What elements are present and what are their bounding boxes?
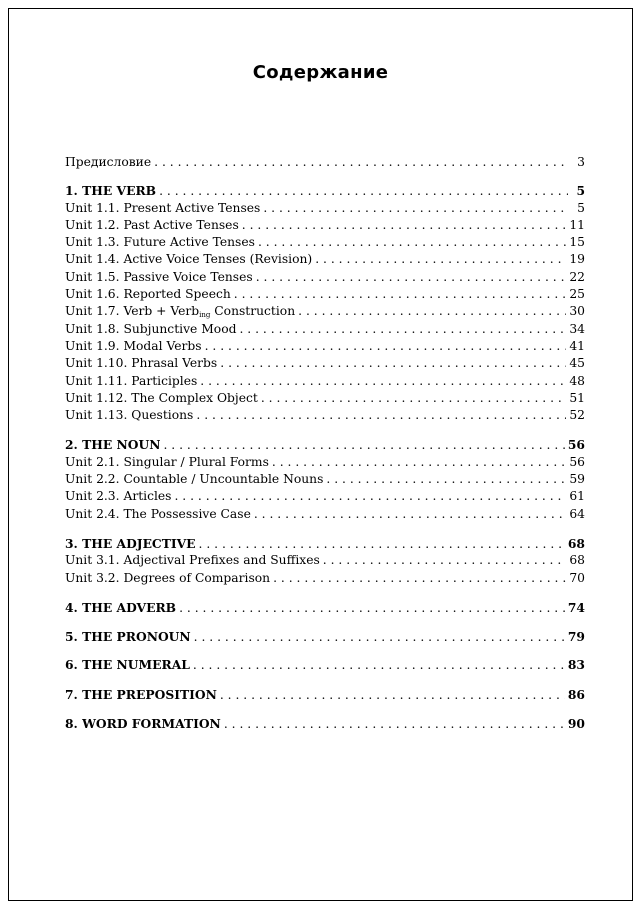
dot-leader	[199, 536, 565, 553]
dot-leader	[261, 390, 567, 407]
toc-entry-title: Unit 1.10. Phrasal Verbs	[65, 356, 218, 371]
dot-leader	[256, 269, 567, 286]
toc-entry[interactable]	[65, 471, 585, 488]
toc-entry-title: Unit 1.9. Modal Verbs	[65, 338, 202, 353]
dot-leader	[224, 716, 565, 733]
toc-page-number: 56	[569, 454, 585, 469]
toc-entry-title: Предисловие	[65, 155, 152, 169]
dot-leader	[258, 234, 566, 251]
toc-page-number: 59	[569, 472, 585, 487]
toc-page-number: 15	[569, 235, 585, 250]
toc-page-number: 70	[569, 570, 585, 585]
dot-leader	[154, 154, 568, 171]
subscript: ing	[199, 311, 211, 320]
toc-entry-title: Unit 1.5. Passive Voice Tenses	[65, 269, 253, 284]
toc-section-numeral[interactable]	[65, 656, 585, 673]
toc-page-number: 90	[567, 716, 585, 732]
dot-leader	[263, 200, 568, 217]
document-page	[8, 8, 633, 901]
toc-section-title: 5. THE PRONOUN	[65, 629, 191, 645]
toc-entry-title-part: Unit 1.7. Verb + Verb	[65, 304, 200, 319]
toc-entry[interactable]	[65, 303, 585, 320]
toc-page-number: 68	[567, 535, 585, 551]
toc-page-number: 79	[567, 629, 585, 645]
toc-page-number: 61	[569, 489, 585, 504]
dot-leader	[298, 303, 566, 320]
toc-page-number: 52	[569, 408, 585, 423]
toc-entry[interactable]	[65, 321, 585, 338]
toc-entry-title: Unit 1.1. Present Active Tenses	[65, 200, 261, 215]
toc-page-number: 19	[569, 252, 585, 267]
toc-page-number: 30	[569, 304, 585, 319]
toc-page-number: 41	[569, 338, 585, 353]
toc-entry[interactable]	[65, 454, 585, 471]
dot-leader	[193, 657, 565, 674]
toc-page-number: 86	[567, 686, 585, 702]
dot-leader	[272, 454, 566, 471]
toc-entry[interactable]	[65, 570, 585, 587]
toc-section-title: 4. THE ADVERB	[65, 599, 177, 615]
toc-section-title: 8. WORD FORMATION	[65, 716, 221, 732]
toc-page-number: 5	[577, 200, 585, 215]
dot-leader	[273, 570, 566, 587]
dot-leader	[220, 355, 566, 372]
toc-section-title: 6. THE NUMERAL	[65, 657, 190, 673]
toc-entry[interactable]	[65, 286, 585, 303]
toc-page-number: 51	[569, 390, 585, 405]
dot-leader	[315, 251, 566, 268]
toc-entry-title: Unit 2.4. The Possessive Case	[65, 506, 251, 521]
dot-leader	[194, 629, 565, 646]
toc-entry-title: Unit 1.12. The Complex Object	[65, 390, 258, 405]
toc-entry[interactable]	[65, 355, 585, 372]
dot-leader	[200, 373, 566, 390]
toc-entry[interactable]	[65, 200, 585, 217]
toc-entry-title: Unit 1.6. Reported Speech	[65, 287, 231, 302]
toc-entry-preface[interactable]	[65, 154, 585, 171]
toc-entry-title: Unit 3.2. Degrees of Comparison	[65, 570, 271, 585]
toc-page-number: 48	[569, 373, 585, 388]
toc-section-verb[interactable]	[65, 182, 585, 199]
toc-entry[interactable]	[65, 390, 585, 407]
toc-section-preposition[interactable]	[65, 686, 585, 703]
dot-leader	[159, 183, 568, 200]
toc-entry-title: Unit 1.11. Participles	[65, 373, 198, 388]
toc-entry[interactable]	[65, 552, 585, 569]
toc-page-number: 45	[569, 356, 585, 371]
dot-leader	[254, 506, 567, 523]
toc-page-number: 83	[567, 657, 585, 673]
toc-entry-title: Unit 1.13. Questions	[65, 408, 194, 423]
toc-section-adjective[interactable]	[65, 535, 585, 552]
toc-entry[interactable]	[65, 251, 585, 268]
dot-leader	[234, 286, 567, 303]
toc-page-number: 74	[567, 599, 585, 615]
dot-leader	[242, 217, 567, 234]
toc-entry[interactable]	[65, 373, 585, 390]
table-of-contents	[65, 154, 585, 732]
toc-page-number: 25	[569, 287, 585, 302]
page-title: Содержание	[252, 62, 389, 83]
toc-entry-title-part: Construction	[210, 304, 296, 319]
toc-section-noun[interactable]	[65, 436, 585, 453]
toc-entry-title: Unit 1.4. Active Voice Tenses (Revision)	[65, 252, 313, 267]
toc-page-number: 3	[577, 155, 585, 169]
dot-leader	[205, 338, 567, 355]
toc-entry-title	[65, 303, 295, 320]
toc-page-number: 11	[569, 217, 585, 232]
toc-page-number: 56	[567, 437, 585, 453]
dot-leader	[239, 321, 566, 338]
toc-entry[interactable]	[65, 217, 585, 234]
toc-entry[interactable]	[65, 407, 585, 424]
toc-section-pronoun[interactable]	[65, 628, 585, 645]
toc-section-adverb[interactable]	[65, 599, 585, 616]
toc-entry-title: Unit 1.3. Future Active Tenses	[65, 235, 255, 250]
toc-entry-title: Unit 2.2. Countable / Uncountable Nouns	[65, 472, 324, 487]
toc-entry-title: Unit 2.3. Articles	[65, 489, 172, 504]
toc-entry[interactable]	[65, 269, 585, 286]
toc-page-number: 22	[569, 269, 585, 284]
toc-entry-title: Unit 1.8. Subjunctive Mood	[65, 321, 237, 336]
toc-page-number: 68	[569, 553, 585, 568]
dot-leader	[163, 437, 564, 454]
dot-leader	[196, 407, 566, 424]
toc-entry-title: Unit 1.2. Past Active Tenses	[65, 217, 239, 232]
toc-entry-title: Unit 2.1. Singular / Plural Forms	[65, 454, 269, 469]
toc-section-title: 1. THE VERB	[65, 183, 157, 199]
toc-entry[interactable]	[65, 488, 585, 505]
dot-leader	[220, 687, 565, 704]
toc-entry[interactable]	[65, 338, 585, 355]
toc-page-number: 5	[576, 183, 585, 199]
toc-section-title: 3. THE ADJECTIVE	[65, 535, 196, 551]
toc-section-title: 2. THE NOUN	[65, 437, 161, 453]
toc-entry-title: Unit 3.1. Adjectival Prefixes and Suffixes	[65, 553, 320, 568]
toc-page-number: 64	[569, 506, 585, 521]
dot-leader	[323, 552, 567, 569]
dot-leader	[174, 488, 566, 505]
toc-section-word-formation[interactable]	[65, 715, 585, 732]
toc-page-number: 34	[569, 321, 585, 336]
toc-entry[interactable]	[65, 234, 585, 251]
toc-entry[interactable]	[65, 506, 585, 523]
toc-section-title: 7. THE PREPOSITION	[65, 686, 217, 702]
dot-leader	[326, 471, 566, 488]
dot-leader	[179, 600, 565, 617]
